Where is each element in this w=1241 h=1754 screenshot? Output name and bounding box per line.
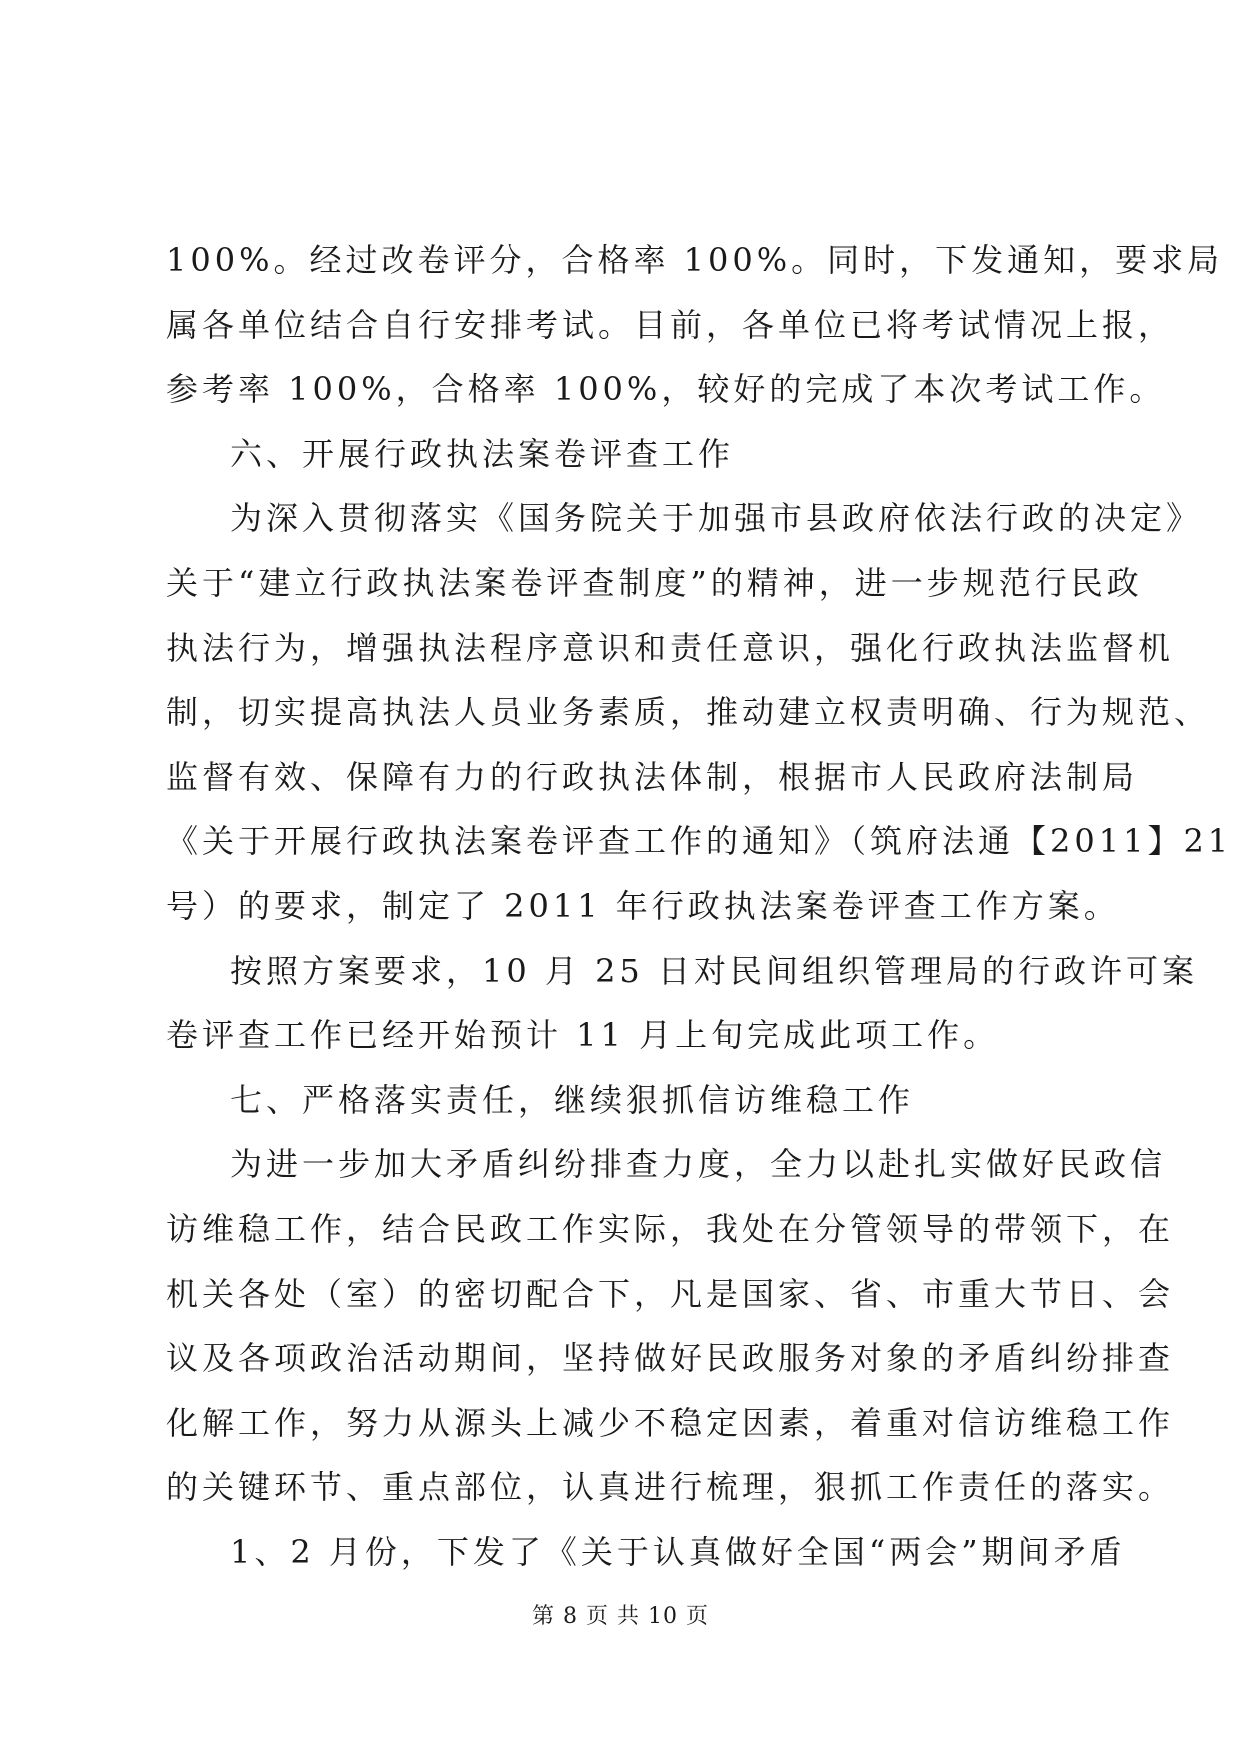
text-line: 的关键环节、重点部位，认真进行梳理，狠抓工作责任的落实。 [166, 1468, 1175, 1507]
text-line: 号）的要求，制定了 2011 年行政执法案卷评查工作方案。 [166, 886, 1120, 925]
text-line: 关于“建立行政执法案卷评查制度”的精神，进一步规范行民政 [166, 563, 1143, 602]
text-line: 制，切实提高执法人员业务素质，推动建立权责明确、行为规范、 [166, 693, 1211, 732]
text-line: 参考率 100%，合格率 100%，较好的完成了本次考试工作。 [166, 370, 1166, 409]
text-line: 《关于开展行政执法案卷评查工作的通知》（筑府法通【2011】21 [166, 822, 1233, 861]
text-line: 1、2 月份，下发了《关于认真做好全国“两会”期间矛盾 [230, 1532, 1126, 1571]
text-line: 访维稳工作，结合民政工作实际，我处在分管领导的带领下，在 [166, 1209, 1175, 1248]
body-text [166, 228, 1233, 1584]
text-line: 议及各项政治活动期间，坚持做好民政服务对象的矛盾纠纷排查 [166, 1339, 1175, 1378]
text-line: 为深入贯彻落实《国务院关于加强市县政府依法行政的决定》 [230, 499, 1203, 538]
text-line: 100%。经过改卷评分，合格率 100%。同时，下发通知，要求局 [166, 241, 1224, 279]
text-line: 卷评查工作已经开始预计 11 月上旬完成此项工作。 [166, 1016, 1000, 1055]
text-line: 按照方案要求，10 月 25 日对民间组织管理局的行政许可案 [230, 951, 1198, 990]
text-line: 机关各处（室）的密切配合下，凡是国家、省、市重大节日、会 [166, 1274, 1175, 1313]
text-line: 为进一步加大矛盾纠纷排查力度，全力以赴扎实做好民政信 [230, 1145, 1167, 1184]
text-line: 属各单位结合自行安排考试。目前，各单位已将考试情况上报， [166, 305, 1175, 344]
text-line: 化解工作，努力从源头上减少不稳定因素，着重对信访维稳工作 [166, 1403, 1175, 1442]
page-number-footer: 第 8 页 共 10 页 [532, 1604, 709, 1629]
text-line: 监督有效、保障有力的行政执法体制，根据市人民政府法制局 [166, 757, 1139, 796]
text-line: 七、严格落实责任，继续狠抓信访维稳工作 [230, 1080, 915, 1119]
text-line: 执法行为，增强执法程序意识和责任意识，强化行政执法监督机 [166, 628, 1175, 667]
text-line: 六、开展行政执法案卷评查工作 [230, 434, 735, 473]
